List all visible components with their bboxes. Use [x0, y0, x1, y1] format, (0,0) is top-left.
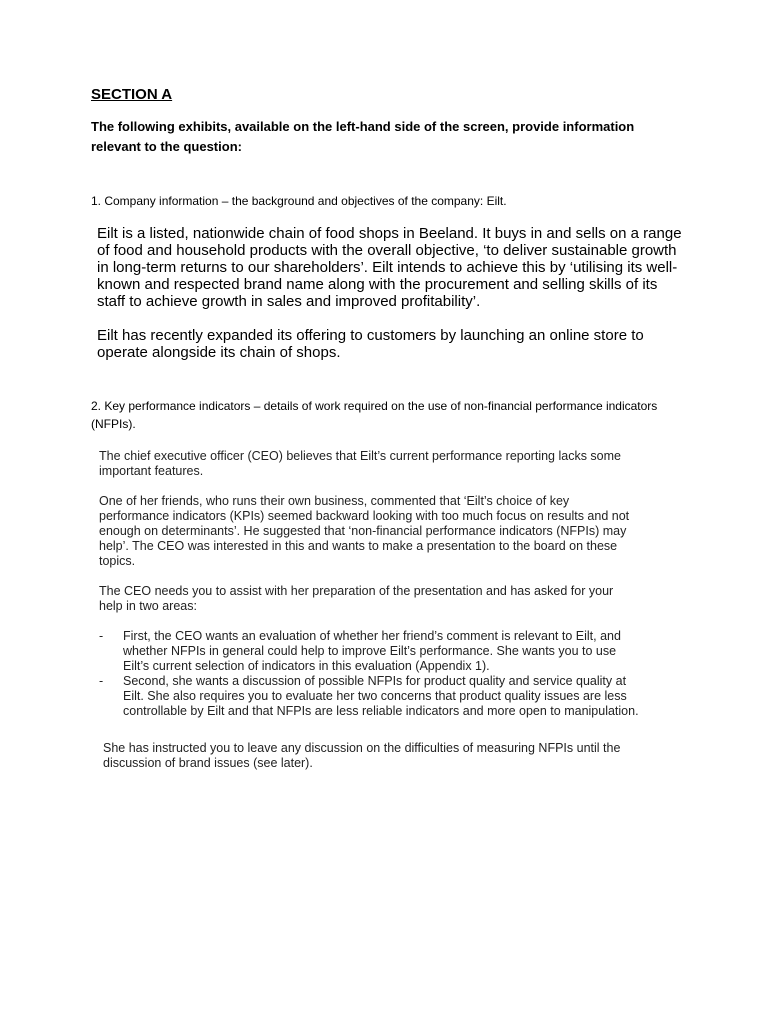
exhibit-1-paragraph: Eilt has recently expanded its offering to customers by launching an online store to operate alongside its chain of shops. [97, 327, 644, 361]
section-title: SECTION A [91, 86, 173, 103]
exhibit-1-heading: 1. Company information – the background and objectives of the company: Eilt. [91, 194, 507, 208]
list-item-text: First, the CEO wants an evaluation of whether her friend’s comment is relevant to Eilt, and whether NFPIs in general could help to improve Eilt’s performance. She wants you to use Eilt’s current selection of indicators in this evaluation (Appendix 1). [123, 629, 621, 673]
exhibit-1-paragraph: Eilt is a listed, nationwide chain of food shops in Beeland. It buys in and sells on a range of food and household products with the overall objective, ‘to deliver sustainable growth in long-term returns to our shareholders’. Eilt intends to achieve this by ‘utilising its well-known and respected brand name along with the procurement and selling skills of its staff to achieve growth in sales and improved profitability’. [97, 225, 682, 310]
list-item [99, 629, 639, 674]
exhibit-2-paragraph: The chief executive officer (CEO) believes that Eilt’s current performance reporting lacks some important features. [99, 449, 621, 478]
exhibit-2-closing: She has instructed you to leave any discussion on the difficulties of measuring NFPIs until the discussion of brand issues (see later). [103, 741, 621, 770]
exhibit-2-paragraph: The CEO needs you to assist with her preparation of the presentation and has asked for your help in two areas: [99, 584, 614, 613]
exhibit-2-paragraph: One of her friends, who runs their own business, commented that ‘Eilt’s choice of key performance indicators (KPIs) seemed backward looking with too much focus on results and not enough on determinants’. He suggested that ‘non-financial performance indicators (NFPIs) may help’. The CEO was interested in this and wants to make a presentation to the board on these topics. [99, 494, 630, 568]
list-item-text: Second, she wants a discussion of possible NFPIs for product quality and service quality at Eilt. She also requires you to evaluate her two concerns that product quality issues are less controllable by Eilt and that NFPIs are less reliable indicators and more open to manipulation. [123, 674, 639, 718]
list-item [99, 674, 639, 719]
exhibit-2-body [99, 449, 639, 786]
dash-bullet: - [99, 629, 104, 643]
intro-text: The following exhibits, available on the left-hand side of the screen, provide information relevant to the question: [91, 119, 635, 154]
dash-bullet: - [99, 674, 104, 688]
exhibit-2-heading: 2. Key performance indicators – details of work required on the use of non-financial performance indicators (NFPIs). [91, 399, 658, 431]
exhibit-1-body [97, 225, 687, 378]
exhibit-2-bullet-list [99, 629, 639, 719]
